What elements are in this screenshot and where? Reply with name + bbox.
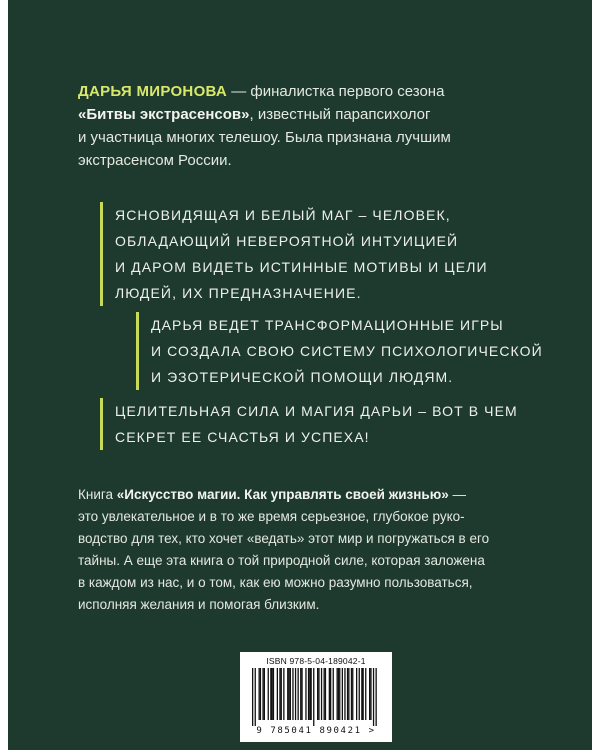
barcode-bar	[376, 668, 377, 726]
intro-line-2-rest: , известный парапсихолог	[249, 106, 431, 123]
barcode-bar	[321, 668, 322, 720]
barcode-bar	[272, 668, 273, 720]
barcode-bar	[373, 668, 374, 726]
barcode-bar	[300, 668, 301, 720]
description-line: водство для тех, кто хочет «ведать» этот мир и погружаться в его	[78, 531, 490, 546]
quote-line: ОБЛАДАЮЩИЙ НЕВЕРОЯТНОЙ ИНТУИЦИЕЙ	[115, 233, 459, 249]
barcode-bar	[298, 668, 299, 720]
quote-line: ДАРЬЯ ВЕДЕТ ТРАНСФОРМАЦИОННЫЕ ИГРЫ	[151, 317, 504, 333]
barcode-digits: 9 785041 890421 >	[256, 726, 376, 736]
barcode-bar	[311, 668, 312, 720]
quote-line: И ЭЗОТЕРИЧЕСКОЙ ПОМОЩИ ЛЮДЯМ.	[151, 369, 454, 385]
barcode-bar	[288, 668, 289, 720]
barcode-bar	[325, 668, 326, 720]
barcode-bar	[262, 668, 263, 720]
barcode-bars	[250, 668, 382, 726]
barcode-bar	[264, 668, 265, 720]
isbn-barcode	[240, 652, 392, 742]
barcode-bar	[352, 668, 353, 720]
barcode-bar	[290, 668, 291, 720]
intro-line-2	[78, 103, 548, 126]
isbn-label: ISBN 978-5-04-189042-1	[266, 656, 366, 666]
quote-block-3	[100, 398, 555, 450]
barcode-bar	[260, 668, 261, 720]
barcode-bar	[347, 668, 348, 720]
show-name: «Битвы экстрасенсов»	[78, 106, 250, 123]
intro-line-1	[78, 80, 548, 103]
description-first-line	[78, 484, 548, 506]
barcode-bar	[369, 668, 370, 720]
barcode-bar	[333, 668, 334, 720]
barcode-bar	[338, 668, 339, 720]
description-suffix: —	[448, 487, 467, 502]
barcode-bar	[301, 668, 302, 720]
barcode-bar	[252, 668, 253, 726]
book-back-cover	[8, 0, 592, 750]
barcode-bar	[281, 668, 282, 720]
barcode-bar	[348, 668, 349, 720]
barcode-bar	[370, 668, 371, 720]
author-intro	[78, 80, 548, 172]
barcode-bar	[292, 668, 293, 720]
quote-block-2	[136, 312, 571, 390]
barcode-bar	[330, 668, 331, 720]
barcode-bar	[344, 668, 345, 720]
barcode-bar	[365, 668, 366, 720]
barcode-bar	[329, 668, 330, 720]
barcode-bar	[318, 668, 319, 720]
intro-line-1-rest: — финалистка первого сезона	[227, 83, 445, 100]
barcode-bar	[305, 668, 306, 720]
barcode-bar	[270, 668, 271, 720]
description-line: тайны. А еще эта книга о той природной силе, которая заложена	[78, 553, 485, 568]
barcode-bar	[279, 668, 280, 720]
barcode-bar	[295, 668, 296, 720]
barcode-bar	[273, 668, 274, 720]
quote-line: ЦЕЛИТЕЛЬНАЯ СИЛА И МАГИЯ ДАРЬИ – ВОТ В ЧЕМ	[115, 403, 518, 419]
barcode-bar	[287, 668, 288, 720]
barcode-bar	[356, 668, 357, 720]
barcode-bar	[283, 668, 284, 720]
barcode-bar	[317, 668, 318, 720]
description-line: в каждом из нас, и о том, как ею можно разумно пользоваться,	[78, 575, 473, 590]
quote-line: СЕКРЕТ ЕЕ СЧАСТЬЯ И УСПЕХА!	[115, 429, 370, 445]
book-title: «Искусство магии. Как управлять своей жизнью»	[116, 487, 449, 502]
barcode-bar	[359, 668, 360, 720]
intro-line-4: экстрасенсом России.	[78, 152, 232, 169]
barcode-bar	[277, 668, 278, 720]
barcode-bar	[324, 668, 325, 720]
barcode-bar	[259, 668, 260, 720]
barcode-bar	[308, 668, 309, 720]
barcode-bar	[351, 668, 352, 720]
barcode-bar	[309, 668, 310, 720]
author-name: ДАРЬЯ МИРОНОВА	[78, 83, 228, 100]
barcode-bar	[313, 668, 314, 726]
quote-line: И СОЗДАЛА СВОЮ СИСТЕМУ ПСИХОЛОГИЧЕСКОЙ	[151, 343, 543, 359]
description-prefix: Книга	[78, 487, 117, 502]
description-line: это увлекательное и в то же время серьезное, глубокое руко-	[78, 509, 465, 524]
barcode-bar	[337, 668, 338, 720]
quote-line: ЛЮДЕЙ, ИХ ПРЕДНАЗНАЧЕНИЕ.	[115, 285, 362, 301]
barcode-bar	[361, 668, 362, 720]
barcode-bar	[268, 668, 269, 720]
barcode-bar	[255, 668, 256, 726]
intro-line-3: и участница многих телешоу. Была признана лучшим	[78, 129, 451, 146]
description-line: исполняя желания и помогая близким.	[78, 597, 320, 612]
barcode-bar	[339, 668, 340, 720]
quote-line: ЯСНОВИДЯЩАЯ И БЕЛЫЙ МАГ – ЧЕЛОВЕК,	[115, 207, 451, 223]
barcode-bar	[342, 668, 343, 720]
barcode-bar	[363, 668, 364, 720]
quote-line: И ДАРОМ ВИДЕТЬ ИСТИННЫЕ МОТИВЫ И ЦЕЛИ	[115, 259, 488, 275]
quote-block-1	[100, 202, 555, 306]
book-description	[78, 484, 548, 616]
